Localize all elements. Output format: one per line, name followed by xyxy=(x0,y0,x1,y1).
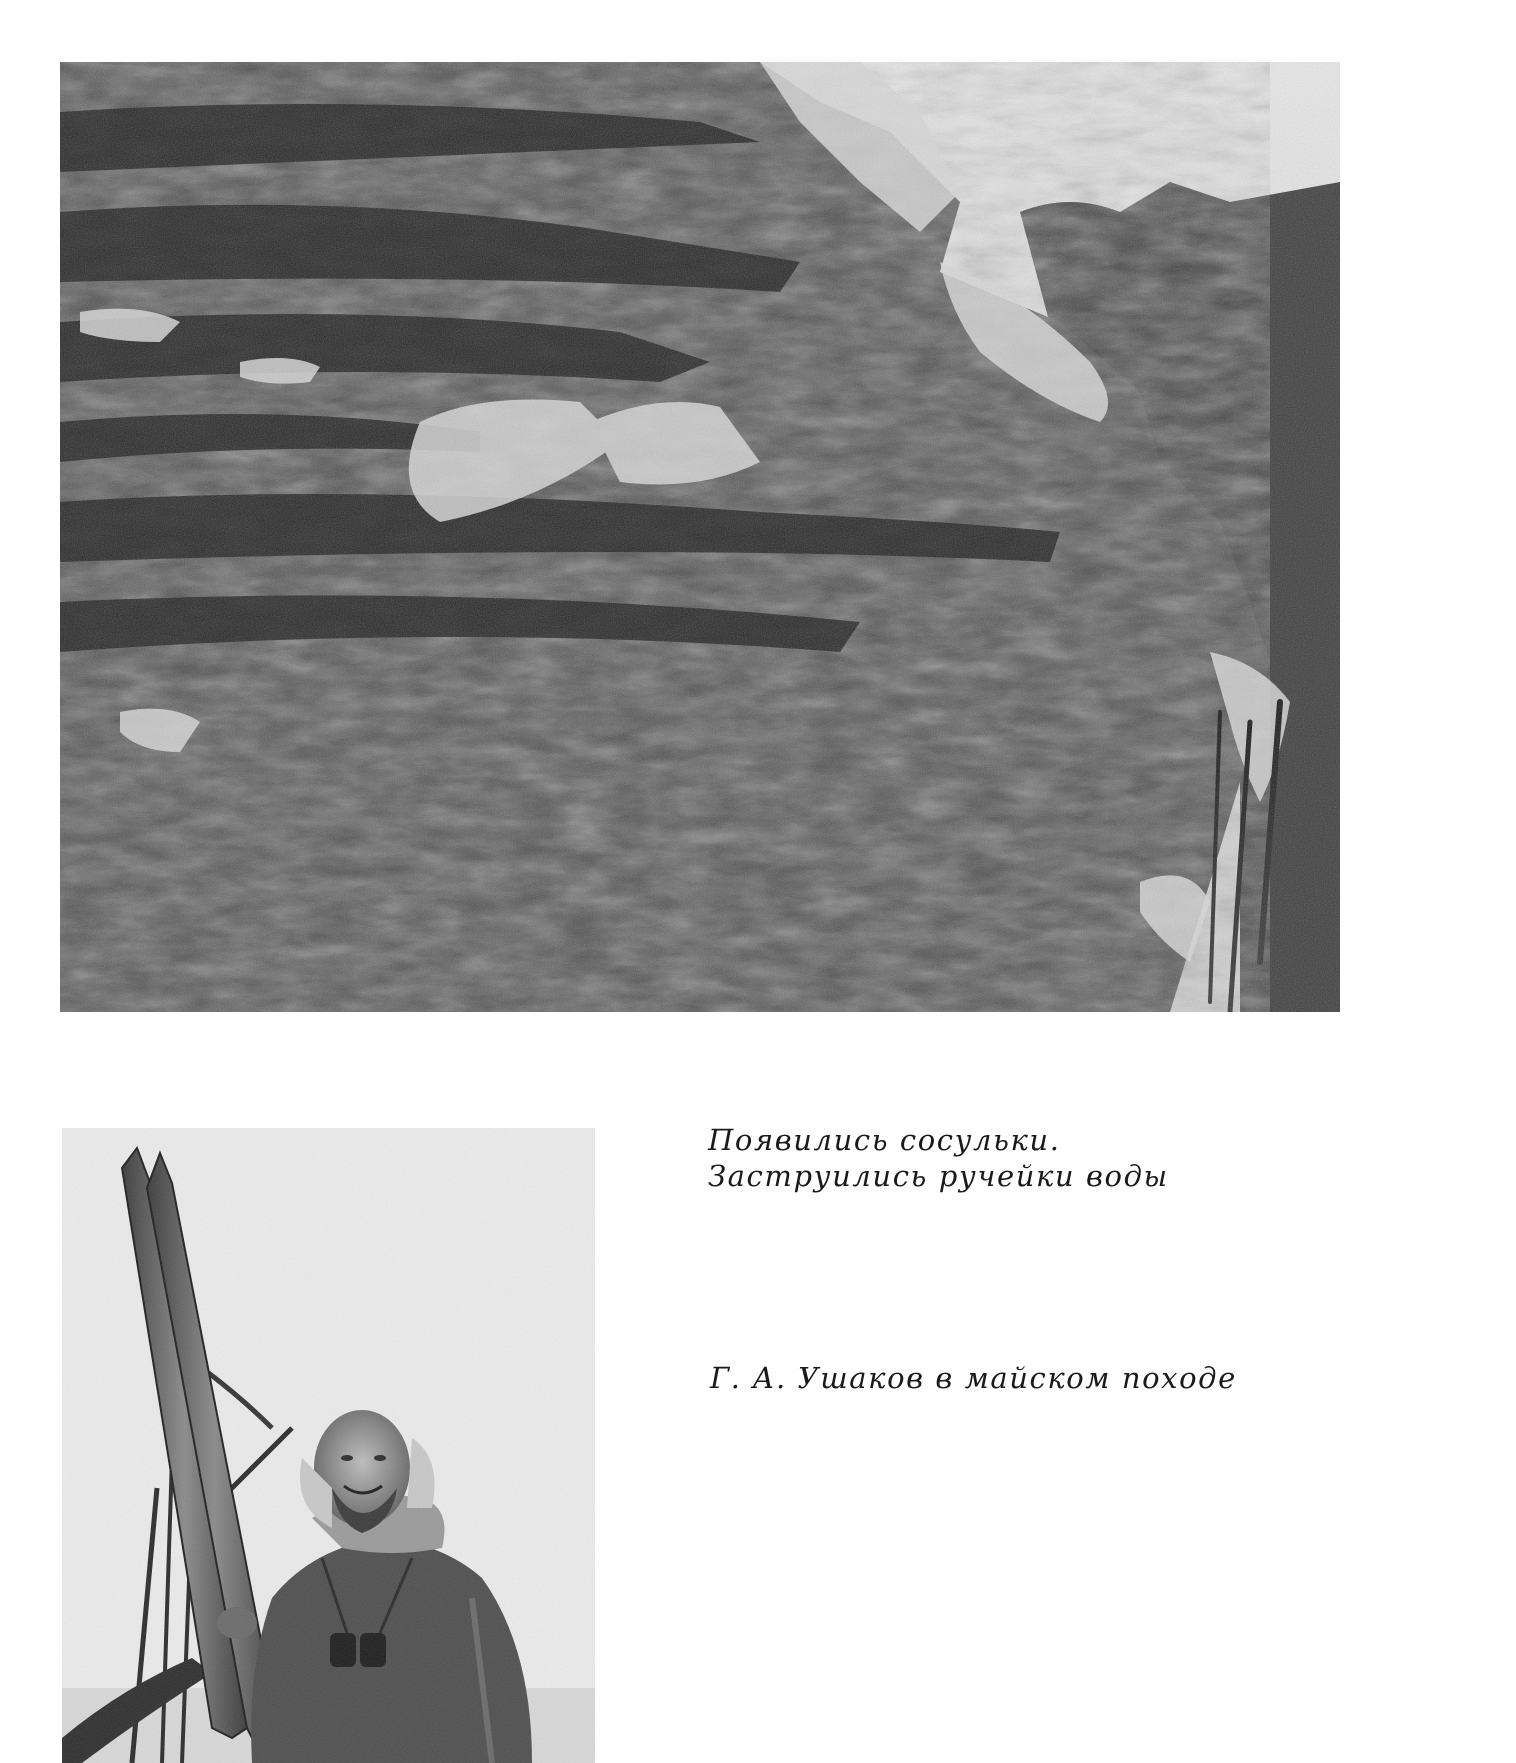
icicles-caption-line-1: Появились сосульки. xyxy=(708,1123,1061,1157)
ushakov-photo xyxy=(62,1128,595,1763)
ushakov-caption xyxy=(710,1360,1237,1396)
icicles-caption xyxy=(708,1122,1169,1194)
icicles-photo xyxy=(60,62,1340,1012)
icicles-photo-image xyxy=(60,62,1340,1012)
icicles-caption-line-2: Заструились ручейки воды xyxy=(708,1159,1169,1193)
ushakov-caption-text: Г. А. Ушаков в майском походе xyxy=(710,1361,1237,1395)
ushakov-photo-image xyxy=(62,1128,595,1763)
